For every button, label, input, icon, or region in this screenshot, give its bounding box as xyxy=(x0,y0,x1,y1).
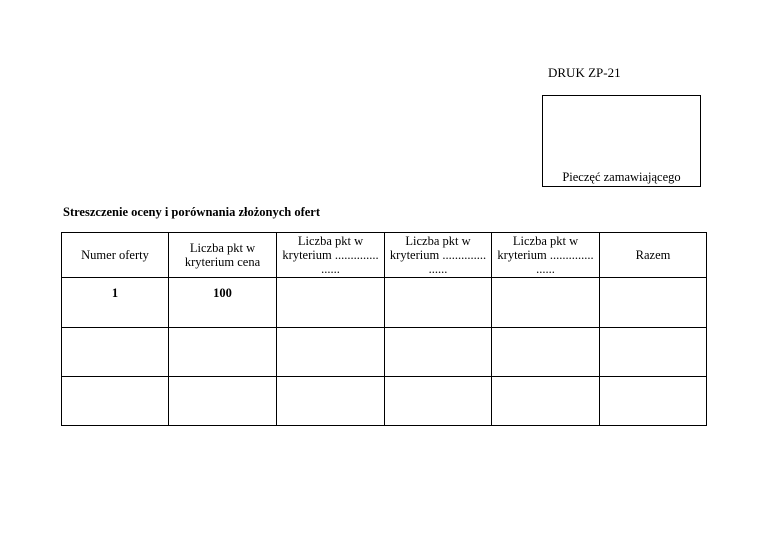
header-line: kryterium cena xyxy=(184,255,261,269)
table-cell xyxy=(600,377,707,426)
header-line: Liczba pkt w xyxy=(189,241,256,255)
header-points-criterion-1 xyxy=(277,233,385,278)
table-cell xyxy=(385,278,492,328)
header-points-price xyxy=(169,233,277,278)
table-cell xyxy=(277,328,385,377)
table-row xyxy=(62,377,707,426)
header-line: Razem xyxy=(635,248,671,262)
header-line: kryterium .............. xyxy=(389,248,487,262)
table-cell xyxy=(385,328,492,377)
offers-table xyxy=(61,232,707,426)
header-line: Liczba pkt w xyxy=(297,234,364,248)
table-cell: 100 xyxy=(169,278,277,328)
table-cell xyxy=(277,278,385,328)
table-header-row xyxy=(62,233,707,278)
table-row xyxy=(62,278,707,328)
header-line: ...... xyxy=(321,262,340,276)
form-code: DRUK ZP-21 xyxy=(548,65,621,80)
table-cell xyxy=(385,377,492,426)
header-line: kryterium .............. xyxy=(282,248,379,262)
table-cell: 1 xyxy=(62,278,169,328)
table-cell xyxy=(492,278,600,328)
table-cell xyxy=(62,328,169,377)
header-line: Liczba pkt w xyxy=(512,234,579,248)
header-line: Liczba pkt w xyxy=(405,234,471,248)
header-line: ...... xyxy=(428,262,448,276)
table-cell xyxy=(169,328,277,377)
table-cell xyxy=(492,377,600,426)
stamp-box xyxy=(542,95,701,187)
table-cell xyxy=(600,328,707,377)
table-cell xyxy=(169,377,277,426)
table-row xyxy=(62,328,707,377)
table-cell xyxy=(600,278,707,328)
header-line: Numer oferty xyxy=(81,248,149,262)
document-title: Streszczenie oceny i porównania złożonych ofert xyxy=(63,205,321,219)
table-cell xyxy=(277,377,385,426)
header-total xyxy=(600,233,707,278)
stamp-label: Pieczęć zamawiającego xyxy=(562,170,681,184)
header-points-criterion-3 xyxy=(492,233,600,278)
header-points-criterion-2 xyxy=(385,233,492,278)
header-offer-number xyxy=(62,233,169,278)
header-line: kryterium .............. xyxy=(497,248,594,262)
table-cell xyxy=(62,377,169,426)
table-cell xyxy=(492,328,600,377)
header-line: ...... xyxy=(536,262,555,276)
